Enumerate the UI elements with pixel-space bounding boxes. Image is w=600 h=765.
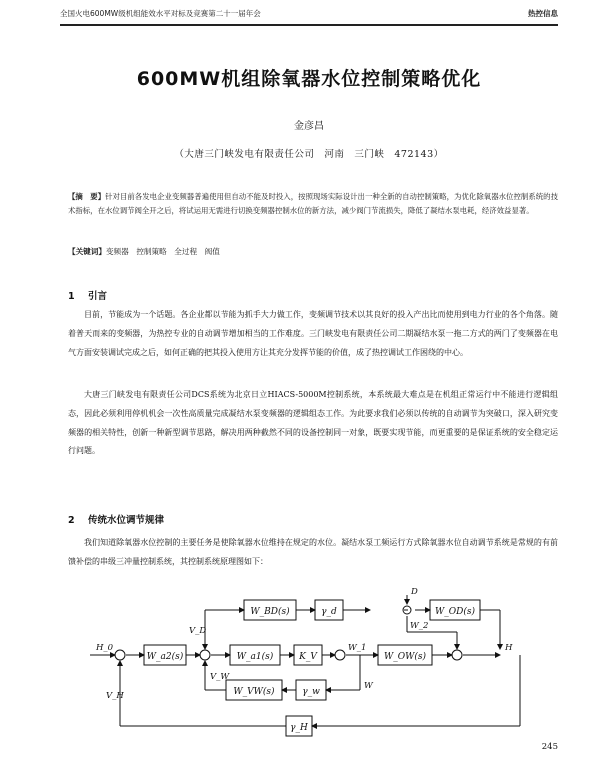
header-rule [60,24,558,26]
section-1-paragraph-1: 目前，节能成为一个话题。各企业都以节能为抓手大力做工作，变频调节技术以其良好的投入产出比而使用到电力行业的各个角落。随着普天而来的变频器，为热控专业的自动调节增加相当的工作难度。三门峡发电有限责任公司二期凝结水泵一拖二方式的两门了变频器在电气方面安装调试完成之后，如何正确的把其投入使用方让其充分发挥节能的价值，成了热控调试工作困绕的中心。 [68,310,558,357]
signal-vw: V_W [210,672,230,682]
label-gw: γ_w [302,687,320,697]
section-2-paragraph-1: 我们知道除氧器水位控制的主要任务是使除氧器水位维持在规定的水位。凝结水泵工频运行方式除氧器水位自动调节系统是常规的有前馈补偿的串级三冲量控制系统，其控制系统原理图如下： [68,538,558,566]
running-header [60,8,558,22]
keywords-text: 变频器 控制策略 全过程 阀值 [105,247,220,256]
label-wa1: W_a1(s) [236,652,274,662]
signal-w: W [364,681,373,691]
sum-junction-4 [452,650,462,660]
sum-junction-1 [115,650,125,660]
section-1-number: 1 [68,291,75,302]
label-wvw: W_VW(s) [233,687,275,697]
signal-d: D [411,587,418,597]
section-1-paragraph-2: 大唐三门峡发电有限责任公司DCS系统为北京日立HIACS-5000M控制系统，本系统最大难点是在机组正常运行中不能进行逻辑组态，因此必须利用停机机会一次性高质量完成凝结水泵变频器的逻辑组态工作。为此要求我们必须以传统的自动调节为突破口，深入研究变频器的相关特性，创新一种新型调节思路，解决用两种截然不同的设备控制同一对象，既要实现节能，而更重要的是保证系统的安全稳定运行问题。 [68,390,558,456]
page-number: 245 [541,742,558,752]
sum-junction-2 [200,650,210,660]
abstract-label: 【摘 要】 [68,192,106,201]
header-column: 热控信息 [528,9,558,18]
sum-junction-3 [335,650,345,660]
section-2-heading [68,512,164,526]
signal-vh: V_H [106,691,124,701]
page-title: 600MW机组除氧器水位控制策略优化 [136,68,482,90]
signal-w2: W_2 [410,621,429,631]
author: 金彦昌 [294,121,324,132]
label-wa2: W_a2(s) [146,652,184,662]
keywords-label: 【关键词】 [68,247,106,256]
signal-h0: H_0 [96,643,114,653]
label-gd: γ_d [321,607,337,617]
header-conference: 全国火电600MW级机组能效水平对标及竞赛第二十一届年会 [60,9,261,18]
abstract-text: 针对目前各发电企业变频器普遍使用但自动不能及时投入，按照现场实际设计出一种全新的自动控制策略，为优化除氧器水位控制系统的技术指标，在水位调节阀全开之后，将试运用无需进行切换变频器控制水位的新方法，减少阀门节流损失，降低了凝结水泵电耗，经济效益显著。 [68,192,558,215]
label-wbd: W_BD(s) [250,607,290,617]
label-wow: W_OW(s) [383,652,427,662]
abstract [68,190,558,217]
signal-vd: V_D [189,626,207,636]
keywords [68,246,558,257]
label-kv: K_V [299,652,317,662]
control-system-diagram [60,580,560,740]
section-2-title: 传统水位调节规律 [88,515,165,526]
label-wod: W_OD(s) [435,607,475,617]
signal-h: H [505,643,513,653]
section-1-title: 引言 [88,291,108,302]
signal-w1: W_1 [348,643,367,653]
label-gh: γ_H [290,723,308,733]
section-1-heading [68,288,107,302]
section-2-number: 2 [68,515,75,526]
affiliation: （大唐三门峡发电有限责任公司 河南 三门峡 472143） [174,149,444,160]
